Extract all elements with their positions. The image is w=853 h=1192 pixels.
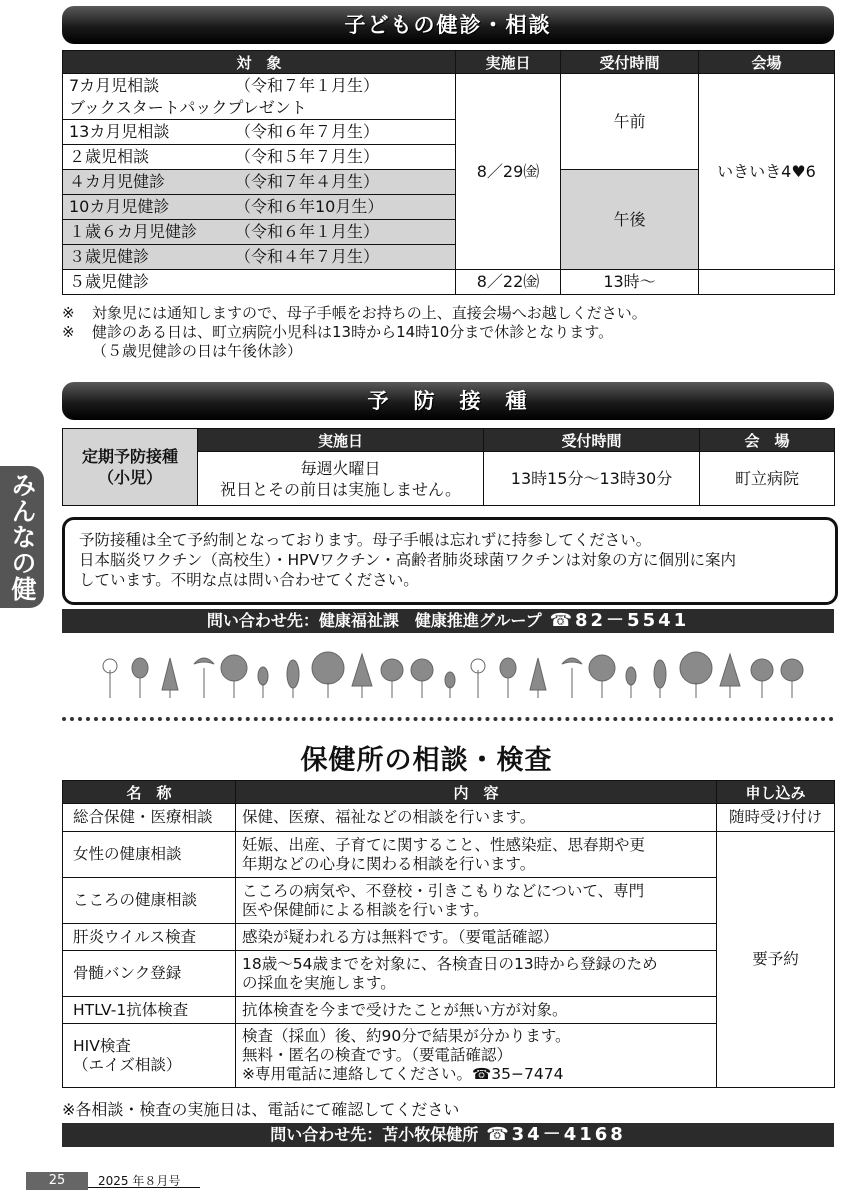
table-row-content: 保健、医療、福祉などの相談を行います。 [236,804,717,832]
apply-rest: 要予約 [717,832,835,1088]
col-header-target: 対 象 [63,51,456,74]
tree-illustration [90,650,810,700]
col-header-content: 内 容 [236,781,717,804]
section-title-health-center: 保健所の相談・検査 [300,745,553,776]
table-row-content: 感染が疑われる方は無料です。（要電話確認） [236,924,717,951]
table-row-content: 18歳～54歳までを対象に、各検査日の13時から登録のため の採血を実施します。 [236,951,717,997]
table-row-name: 肝炎ウイルス検査 [63,924,236,951]
side-tab-label: みんなの健 [0,466,44,608]
table-row-name: 骨髄バンク登録 [63,951,236,997]
table-row-content: こころの病気や、不登校・引きこもりなどについて、専門 医や保健師による相談を行います。 [236,878,717,924]
col-header-venue: 会場 [699,51,835,74]
table-row: １歳６カ月児健診 （令和６年１月生） [63,220,456,245]
vaccination-venue: 町立病院 [700,452,835,506]
table-row: 7カ月児相談 （令和７年１月生） ブックスタートパックプレゼント [63,74,456,120]
contact-bar-health-welfare: 問い合わせ先：健康福祉課 健康推進グループ ☎82－5541 [62,609,834,633]
date-main: 8／29㈮ [456,74,561,270]
time-pm: 午後 [561,170,699,270]
table-row-content: 妊娠、出産、子育てに関すること、性感染症、思春期や更 年期などの心身に関わる相談を行います。 [236,832,717,878]
col-header-time: 受付時間 [484,429,700,452]
time-last: 13時～ [561,270,699,295]
table-row: ５歳児健診 [63,270,456,295]
venue: いきいき4♥6 [699,74,835,270]
apply-first: 随時受け付け [717,804,835,832]
vaccination-day: 毎週火曜日 祝日とその前日は実施しません。 [198,452,484,506]
footnote: ※各相談・検査の実施日は、電話にて確認してください [62,1100,460,1119]
health-center-table [62,780,835,1088]
time-am: 午前 [561,74,699,170]
col-header-time: 受付時間 [561,51,699,74]
vaccination-info-box: 予防接種は全て予約制となっております。母子手帳は忘れずに持参してください。 日本脳炎ワクチン（高校生）・HPVワクチン・高齢者肺炎球菌ワクチンは対象の方に個別に案内 しています。不明な点は問い合わせてください。 [62,517,838,605]
table-row: ２歳児相談 （令和５年７月生） [63,145,456,170]
table-row-content: 検査（採血）後、約90分で結果が分かります。 無料・匿名の検査です。（要電話確認） ※専用電話に連絡してください。☎35−7474 [236,1024,717,1088]
vaccination-label: 定期予防接種 （小児） [63,429,198,506]
phone-icon-text: ☎82－5541 [549,610,690,631]
contact-bar-health-center: 問い合わせ先：苫小牧保健所 ☎34－4168 [62,1123,834,1147]
vaccination-table [62,428,835,506]
section-banner-vaccination: 予 防 接 種 [62,382,834,420]
col-header-name: 名 称 [63,781,236,804]
table-row: 13カ月児相談 （令和６年７月生） [63,120,456,145]
table-row-name: HTLV-1抗体検査 [63,997,236,1024]
table-row: ４カ月児健診 （令和７年４月生） [63,170,456,195]
venue-empty [699,270,835,295]
table-row-name: 総合保健・医療相談 [63,804,236,832]
table-row-name: こころの健康相談 [63,878,236,924]
dotted-divider [62,717,834,721]
page-number: 25 [26,1172,88,1190]
kids-notes: ※ 対象児には通知しますので、母子手帳をお持ちの上、直接会場へお越しください。 ※ 健診のある日は、町立病院小児科は13時から14時10分まで休診となります。 （５歳児健診の日は午後休診） [62,304,647,360]
section-banner-kids: 子どもの健診・相談 [62,6,834,44]
col-header-venue: 会 場 [700,429,835,452]
phone-icon-text: ☎34－4168 [486,1124,626,1145]
table-row-name: 女性の健康相談 [63,832,236,878]
kids-checkup-table [62,50,835,295]
issue-date: 2025 年８月号 [88,1172,200,1188]
table-row: ３歳児健診 （令和４年７月生） [63,245,456,270]
date-last: 8／22㈮ [456,270,561,295]
table-row: 10カ月児健診 （令和６年10月生） [63,195,456,220]
vaccination-time: 13時15分～13時30分 [484,452,700,506]
table-row-name: HIV検査 （エイズ相談） [63,1024,236,1088]
table-row-content: 抗体検査を今まで受けたことが無い方が対象。 [236,997,717,1024]
col-header-date: 実施日 [456,51,561,74]
col-header-apply: 申し込み [717,781,835,804]
col-header-date: 実施日 [198,429,484,452]
